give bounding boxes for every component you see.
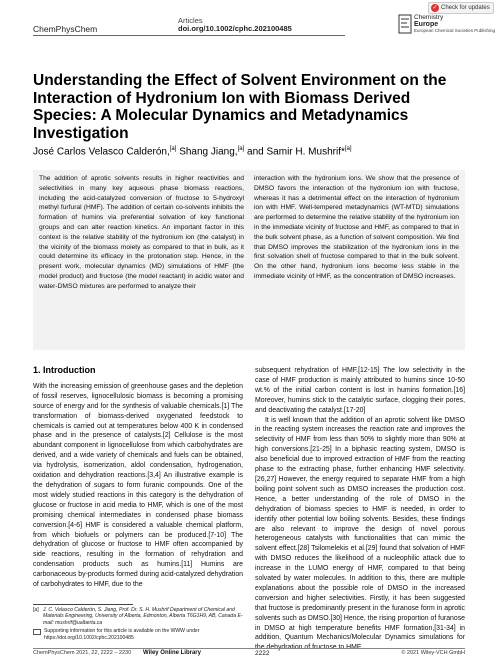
chemistry-europe-logo-icon bbox=[398, 14, 412, 34]
footer-rule bbox=[33, 648, 465, 649]
header-rule bbox=[33, 35, 345, 36]
article-section-label: Articles bbox=[178, 16, 203, 25]
author-list bbox=[33, 146, 352, 157]
society-logo-text bbox=[414, 14, 495, 33]
footer-copyright: © 2021 Wiley-VCH GmbH bbox=[401, 650, 465, 656]
right-paragraphs bbox=[255, 366, 465, 653]
body-paragraph: subsequent rehydration of HMF.[12-15] The low selectivity in the case of HMF production is mainly attributed to humins since 10-50 wt.% of the initial carbon content is lost in humins formation.[16] Moreover, humins stick to the catalytic surface, clogging their pores, and deactivating the catalyst.[17-20] bbox=[255, 367, 465, 414]
affiliation-label: [a] bbox=[33, 607, 39, 613]
footer-wiley-online-library[interactable]: Wiley Online Library bbox=[143, 650, 201, 656]
author-separator: and bbox=[244, 146, 267, 158]
left-paragraphs bbox=[33, 382, 243, 590]
page-header bbox=[0, 0, 496, 48]
author-name: José Carlos Velasco Calderón, bbox=[33, 146, 170, 158]
document-icon bbox=[33, 629, 41, 635]
body-paragraph: With the increasing emission of greenhouse gases and the depletion of fossil reserves, lignocellulosic biomass is becoming a promising source of energy and for the synthesis of valuable chemicals.[1] The transformation of biomass-derived oxygenated feedstock to chemicals is carried out at temperatures below 400 K in condensed phase and in the presence of catalysts.[2] Cellulose is the most abundant component in lignocellulose from which carbohydrates are derived, and a wide variety of chemicals and fuels can be obtained, via hydrolysis, isomerization, aldol condensation, hydrogenation, oxidation and dehydration reactions.[3,4] An illustrative example is the dehydration of sugars to form furanic compounds. One of the most widely studied reactions in this category is the dehydration of glucose or fructose in acid media to HMF, which is one of the most promising chemical intermediates in condensed phase biomass conversion.[4-6] HMF is considered a valuable chemical platform, from which biofuels or polymers can be produced.[7-10] The dehydration of glucose or fructose to HMF often accompanied by side reactions, resulting in the formation of rehydration and condensation products such as humins.[11] Humins are carbonaceous by-products formed during acid-catalyzed dehydration of carbohydrates to HMF, due to the bbox=[33, 382, 243, 589]
author-affiliation-mark: [a] bbox=[344, 146, 352, 152]
affiliation-text: J. C. Velasco Calderón, S. Jiang, Prof. Dr. S. H. Mushrif Department of Chemical and Materials Engineering, University of Alberta, Edmonton, Alberta T6G1H9, AB, Canada E-mail: mushrif@ualberta.ca bbox=[43, 607, 243, 626]
author-name: Shang Jiang, bbox=[179, 146, 238, 158]
article-doi[interactable]: doi.org/10.1002/cphc.202100485 bbox=[178, 24, 292, 33]
society-line-2: Europe bbox=[414, 21, 439, 28]
society-line-1: Chemistry bbox=[414, 14, 444, 21]
body-paragraph: It is well known that the addition of an aprotic solvent like DMSO in the reacting system increases the reaction rate and improves the selectivity of HMF from less than 50% to slightly more than 90% at high conversions.[21-25] In a biphasic reacting system, DMSO is also beneficial due to improved extraction of HMF from the reacting phase to the extracting phase, further enhancing HMF selectivity.[26,27] However, the energy required to separate HMF from a high boiling point solvent such as DMSO increases the production cost. Hence, a better understanding of the role of DMSO in the dehydration of biomass species to HMF is needed, in order to identify other potential low boiling solvents. Besides, these findings are also relevant to improve the design of novel porous heterogeneous catalysts with functionalities that can mimic the solvent effect.[28] Tsilomelekis et al.[29] found that solvation of HMF with DMSO reduces the likelihood of a nucleophilic attack due to increase in the LUMO energy of HMF, compared to that being solvated by water molecules. In addition to this, there are multiple explanations about the possible role of DMSO in the increased conversion and higher selectivities. Firstly, it has been suggested that fructose is predominantly present in the furanose form in aprotic solvents such as DMSO.[30] Hence, the rising proportion of furanose in DMSO at high temperature benefits HMF formation,[31-34] in addition, Quantum Mechanics/Molecular Dynamics simulations for bbox=[255, 416, 465, 642]
footnote-rule bbox=[33, 604, 133, 605]
supporting-info-note bbox=[33, 628, 243, 641]
footer-citation: ChemPhysChem 2021, 22, 2222 – 2230 bbox=[33, 650, 132, 656]
body-left-column bbox=[33, 366, 243, 590]
check-updates-label: Check for updates bbox=[441, 5, 490, 11]
society-line-3: European Chemical Societies Publishing bbox=[414, 28, 496, 33]
check-updates-icon: ✓ bbox=[432, 5, 438, 11]
abstract-left-column: The addition of aprotic solvents results in higher reactivities and selectivities in many key aqueous phase biomass reactions, including the acid-catalyzed conversion of fructose to 5-hydroxyl methyl furfural (HMF). The addition of certain co-solvents inhibits the formation of humins via preferential solvation of key functional groups and can alter reaction kinetics. An important factor in this context is the relative stability of the hydronium ion (the catalyst) in the vicinity of the biomass moiety as compared to that in bulk, as it could determine its efficacy in the protonation step. Hence, in the present work, molecular dynamics (MD) simulations of HMF (the model product) and fructose (the model reactant) in acidic water and water-DMSO mixtures are performed to analyze their bbox=[39, 175, 244, 290]
author-name: Samir H. Mushrif* bbox=[266, 146, 345, 158]
footnote bbox=[33, 607, 243, 641]
page-number: 2222 bbox=[255, 650, 270, 657]
check-for-updates-badge[interactable] bbox=[428, 2, 494, 14]
abstract-box bbox=[33, 170, 465, 350]
affiliation-note bbox=[33, 607, 243, 626]
author-affiliation-mark: [a] bbox=[237, 146, 245, 152]
abstract-right-column: interaction with the hydronium ions. We show that the presence of DMSO favors the interaction of the hydronium ion with fructose, whereas it has a detrimental effect on the interaction of hydronium ion with HMF. Well-tempered metadynamics (WT-MTD) simulations are performed to determine the relative stability of the hydronium ion in the immediate vicinity of fructose and HMF, as compared to that in the bulk solvent phase, as a function of solvent composition. We find that DMSO improves the stabilization of the hydronium ions in the first solvation shell of fructose compared to that in the bulk solvent. On the other hand, hydronium ions become less stable in the immediate vicinity of HMF, as the concentration of DMSO increases. bbox=[254, 175, 459, 280]
section-heading: 1. Introduction bbox=[33, 365, 96, 375]
author-affiliation-mark: [a] bbox=[169, 146, 177, 152]
article-title: Understanding the Effect of Solvent Environment on the Interaction of Hydronium Ion with Biomass Derived Species: A Molecular Dynamics and Metadynamics Investigation bbox=[33, 72, 447, 142]
supporting-info-text[interactable]: Supporting information for this article is available on the WWW under https://doi.org/10.1002/cphc.202100485 bbox=[44, 628, 200, 641]
body-right-column bbox=[255, 366, 465, 653]
journal-name: ChemPhysChem bbox=[33, 24, 98, 34]
